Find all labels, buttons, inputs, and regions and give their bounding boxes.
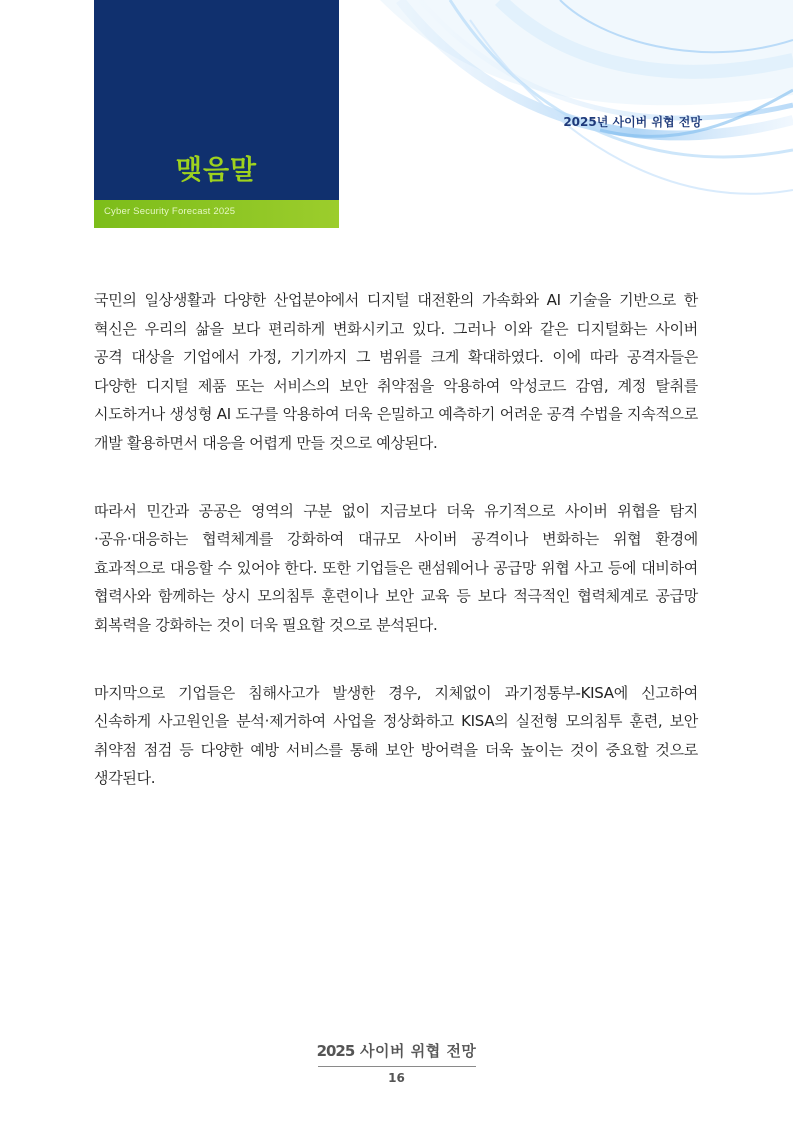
text-line: 혁신은 우리의 삶을 보다 편리하게 변화시키고 있다. 그러나 이와 같은 디지털화는 사이버 [94, 319, 698, 338]
paragraph-2 [94, 497, 698, 640]
text-line: 협력사와 함께하는 상시 모의침투 훈련이나 보안 교육 등 보다 적극적인 협력체계로 공급망 [94, 587, 698, 606]
text-line: ·공유·대응하는 협력체계를 강화하여 대규모 사이버 공격이나 변화하는 위협 환경에 [94, 530, 698, 549]
text-line: 회복력을 강화하는 것이 더욱 필요할 것으로 분석된다. [94, 615, 438, 634]
footer-logo-text: 사이버 위협 전망 [360, 1042, 477, 1060]
chapter-subtitle: Cyber Security Forecast 2025 [104, 206, 236, 217]
text-line: 신속하게 사고원인을 분석·제거하여 사업을 정상화하고 KISA의 실전형 모의침투 훈련, 보안 [94, 712, 698, 731]
chapter-title: 맺음말 [175, 155, 258, 186]
text-line: 취약점 점검 등 다양한 예방 서비스를 통해 보안 방어력을 더욱 높이는 것이 중요할 것으로 [94, 740, 698, 759]
text-line: 개발 활용하면서 대응을 어렵게 만들 것으로 예상된다. [94, 433, 438, 452]
paragraph-1 [94, 286, 698, 458]
footer [0, 1040, 793, 1061]
text-line: 생각된다. [94, 769, 156, 788]
chapter-title-box [94, 0, 339, 212]
text-line: 시도하거나 생성형 AI 도구를 악용하여 더욱 은밀하고 예측하기 어려운 공격 수법을 지속적으로 [94, 405, 698, 424]
footer-logo [317, 1040, 477, 1061]
chapter-subtitle-strip [94, 200, 339, 228]
footer-divider [318, 1066, 476, 1067]
paragraph-3 [94, 679, 698, 793]
header-title: 2025년 사이버 위협 전망 [563, 115, 702, 129]
text-line: 공격 대상을 기업에서 가정, 기기까지 그 범위를 크게 확대하였다. 이에 따라 공격자들은 [94, 348, 698, 367]
footer-logo-year: 2025 [316, 1042, 355, 1060]
text-line: 따라서 민간과 공공은 영역의 구분 없이 지금보다 더욱 유기적으로 사이버 위협을 탐지 [94, 501, 698, 520]
text-line: 마지막으로 기업들은 침해사고가 발생한 경우, 지체없이 과기정통부-KISA에 신고하여 [94, 683, 698, 702]
page-number: 16 [388, 1071, 405, 1085]
body-text [94, 286, 698, 832]
text-line: 국민의 일상생활과 다양한 산업분야에서 디지털 대전환의 가속화와 AI 기술을 기반으로 한 [94, 291, 698, 309]
text-line: 다양한 디지털 제품 또는 서비스의 보안 취약점을 악용하여 악성코드 감염, 계정 탈취를 [94, 376, 698, 395]
text-line: 효과적으로 대응할 수 있어야 한다. 또한 기업들은 랜섬웨어나 공급망 위협 사고 등에 대비하여 [94, 558, 698, 577]
